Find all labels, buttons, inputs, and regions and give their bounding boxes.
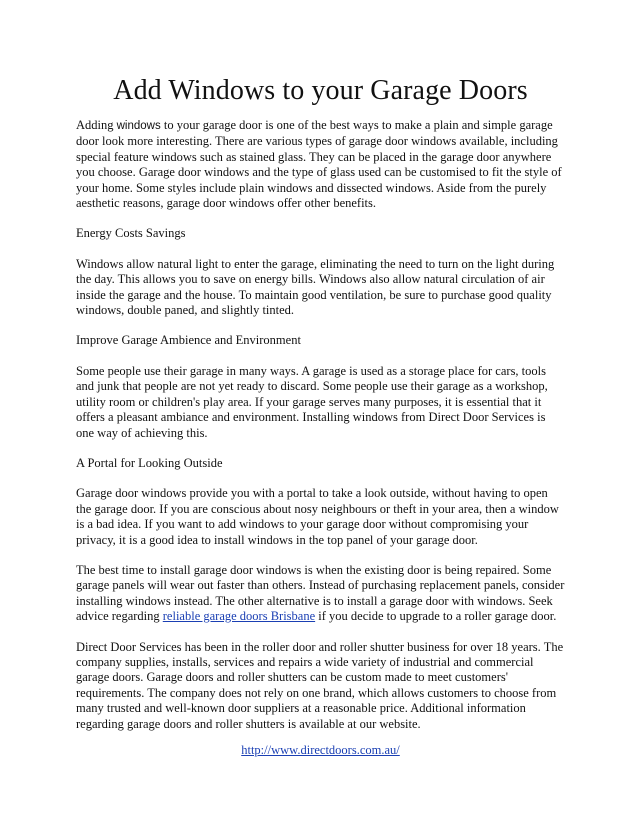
intro-lead: Adding — [76, 118, 117, 132]
section-heading-portal: A Portal for Looking Outside — [76, 455, 223, 470]
intro-lead-word: windows — [116, 120, 161, 132]
section-body-portal: Garage door windows provide you with a portal to take a look outside, without having to open the garage door. If you are conscious about nosy neighbours or theft in your area, then a window is a bad idea. If you want to add windows to your garage door without compromising your privacy, it is a good idea to install windows in the top panel of your garage door. — [76, 486, 559, 547]
section-body-energy: Windows allow natural light to enter the garage, eliminating the need to turn on the light during the day. This allows you to save on energy bills. Windows also allow natural circulation of air inside the garage and the house. To maintain good ventilation, be sure to purchase good quality windows, double paned, and slightly tinted. — [76, 256, 555, 318]
section-body-ambience: Some people use their garage in many ways. A garage is used as a storage place for cars, tools and junk that people are not yet ready to discard. Some people use their garage as a workshop, utility room or children's play area. If your garage serves many purposes, it is essential that it offers a pleasant ambiance and environment. Installing windows from Direct Door Services is one way of achieving this. — [76, 363, 548, 440]
install-time-text-after: if you decide to upgrade to a roller garage door. — [315, 609, 557, 624]
closing-paragraph: Direct Door Services has been in the roller door and roller shutter business for over 18 years. The company supplies, installs, services and repairs a wide variety of industrial and commercial garage doors. Garage doors and roller shutters can be custom made to meet customers' requirements. The company does not rely on one brand, which allows customers to choose from many trusted and well-known door suppliers at a reasonable price. Additional information regarding garage doors and roller shutters is available at our website. — [76, 639, 564, 731]
section-heading-ambience: Improve Garage Ambience and Environment — [76, 333, 301, 348]
intro-text: to your garage door is one of the best ways to make a plain and simple garage door look more interesting. There are various types of garage door windows available, including special feature windows such as stained glass. They can be placed in the garage door anywhere you choose. Garage door windows and the type of glass used can be customised to fit the style of your home. Some styles include plain windows and dissected windows. Aside from the purely aesthetic reasons, garage door windows offer other benefits. — [76, 118, 562, 211]
brisbane-garage-doors-link[interactable]: reliable garage doors Brisbane — [162, 609, 316, 624]
website-url-link[interactable]: http://www.directdoors.com.au/ — [241, 743, 400, 757]
page-title: Add Windows to your Garage Doors — [113, 75, 528, 106]
section-heading-energy: Energy Costs Savings — [76, 226, 186, 241]
intro-paragraph — [76, 118, 565, 211]
section-body-install-time — [76, 563, 565, 625]
install-time-text-before: The best time to install garage door windows is when the existing door is being repaired. Some garage panels will wear out faster than others. Instead of purchasing replacement panels, consider installing windows instead. The other alternative is to install a garage door with windows. Seek advice regarding — [76, 562, 565, 624]
website-url-line — [76, 743, 565, 758]
